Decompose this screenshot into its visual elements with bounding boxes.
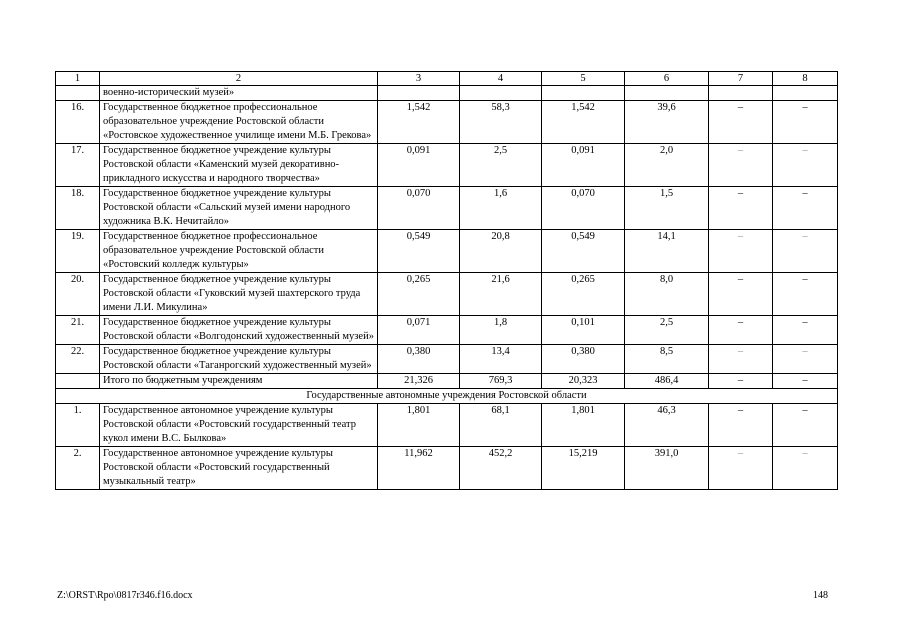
value-cell-c5: 15,219 [542,447,625,490]
institution-name-cell: Государственное бюджетное профессиональное образовательное учреждение Ростовской области «Ростовское художественное училище имени М.Б. Грекова» [100,101,378,144]
total-value-c4: 769,3 [460,374,542,389]
value-cell-c3: 0,091 [378,144,460,187]
value-cell-c7: – [709,316,773,345]
value-cell-c4: 2,5 [460,144,542,187]
table-row [56,187,838,230]
row-number-cell: 17. [56,144,100,187]
total-row [56,374,838,389]
value-cell-c3: 0,071 [378,316,460,345]
total-value-c8: – [773,374,838,389]
row-number-cell: 21. [56,316,100,345]
data-table [55,71,838,490]
value-cell-c8: – [773,144,838,187]
value-cell-c6: 14,1 [625,230,709,273]
value-cell-c3: 1,801 [378,404,460,447]
institution-name-cell: Государственное автономное учреждение культуры Ростовской области «Ростовский государственный музыкальный театр» [100,447,378,490]
total-value-c3: 21,326 [378,374,460,389]
table-row [56,447,838,490]
table-row [56,144,838,187]
institution-name-cell: Государственное бюджетное учреждение культуры Ростовской области «Волгодонский художественный музей» [100,316,378,345]
row-number-cell: 22. [56,345,100,374]
row-number-cell: 19. [56,230,100,273]
table-header-row [56,72,838,86]
value-cell-c4: 452,2 [460,447,542,490]
value-cell-c3: 0,549 [378,230,460,273]
institution-name-cell: Государственное автономное учреждение культуры Ростовской области «Ростовский государственный театр кукол имени В.С. Былкова» [100,404,378,447]
value-cell-c4: 1,6 [460,187,542,230]
section-title: Государственные автономные учреждения Ростовской области [56,389,838,404]
value-cell-c7: – [709,273,773,316]
header-cell: 6 [625,72,709,86]
value-cell-c7: – [709,101,773,144]
header-cell: 1 [56,72,100,86]
value-cell-c7: – [709,187,773,230]
table-row [56,273,838,316]
value-cell-c5: 1,542 [542,101,625,144]
header-cell: 7 [709,72,773,86]
value-cell-c6: 1,5 [625,187,709,230]
table-row [56,404,838,447]
institution-name-cell: Государственное бюджетное учреждение культуры Ростовской области «Таганрогский художественный музей» [100,345,378,374]
institution-name-cell: Государственное бюджетное профессиональное образовательное учреждение Ростовской области «Ростовский колледж культуры» [100,230,378,273]
value-cell-c3: 0,380 [378,345,460,374]
value-cell-c8: – [773,273,838,316]
row-number-cell: 16. [56,101,100,144]
value-cell-c8: – [773,345,838,374]
row-number-cell: 2. [56,447,100,490]
value-cell-c6: 8,0 [625,273,709,316]
section-header-row [56,389,838,404]
table-row [56,316,838,345]
value-cell-c5: 0,091 [542,144,625,187]
empty-cell [56,374,100,389]
footer-file-path: Z:\ORST\Rpo\0817r346.f16.docx [57,590,193,601]
header-cell: 2 [100,72,378,86]
institution-name-cell: Государственное бюджетное учреждение культуры Ростовской области «Каменский музей декоративно-прикладного искусства и народного творчества» [100,144,378,187]
value-cell-c3: 1,542 [378,101,460,144]
total-value-c5: 20,323 [542,374,625,389]
value-cell-c6: 2,0 [625,144,709,187]
value-cell-c5: 0,070 [542,187,625,230]
value-cell-c7: – [709,404,773,447]
value-cell-c8: – [773,101,838,144]
total-value-c7: – [709,374,773,389]
value-cell-c7: – [709,447,773,490]
row-number-cell: 1. [56,404,100,447]
value-cell-c8: – [773,316,838,345]
value-cell-c5: 0,101 [542,316,625,345]
value-cell-c8: – [773,404,838,447]
value-cell-c6: 46,3 [625,404,709,447]
value-cell-c7: – [709,230,773,273]
value-cell-c7: – [709,144,773,187]
value-cell-c6: 2,5 [625,316,709,345]
value-cell-c3: 11,962 [378,447,460,490]
value-cell-c4: 1,8 [460,316,542,345]
value-cell-c4: 21,6 [460,273,542,316]
table-row [56,345,838,374]
continuation-row [56,86,838,101]
value-cell-c5: 0,380 [542,345,625,374]
total-value-c6: 486,4 [625,374,709,389]
value-cell-c6: 39,6 [625,101,709,144]
value-cell-c5: 1,801 [542,404,625,447]
value-cell-c8: – [773,447,838,490]
value-cell-c4: 13,4 [460,345,542,374]
header-cell: 8 [773,72,838,86]
institution-name-cell: Государственное бюджетное учреждение культуры Ростовской области «Сальский музей имени народного художника В.К. Нечитайло» [100,187,378,230]
header-cell: 3 [378,72,460,86]
value-cell-c4: 20,8 [460,230,542,273]
row-number-cell: 18. [56,187,100,230]
value-cell-c3: 0,070 [378,187,460,230]
table-row [56,230,838,273]
value-cell-c6: 391,0 [625,447,709,490]
header-cell: 5 [542,72,625,86]
page-number: 148 [813,590,828,601]
value-cell-c7: – [709,345,773,374]
institution-name-cell: Государственное бюджетное учреждение культуры Ростовской области «Гуковский музей шахтерского труда имени Л.И. Микулина» [100,273,378,316]
value-cell-c8: – [773,230,838,273]
table-row [56,101,838,144]
value-cell-c4: 58,3 [460,101,542,144]
value-cell-c6: 8,5 [625,345,709,374]
row-number-cell: 20. [56,273,100,316]
value-cell-c4: 68,1 [460,404,542,447]
header-cell: 4 [460,72,542,86]
total-label-cell: Итого по бюджетным учреждениям [100,374,378,389]
value-cell-c5: 0,265 [542,273,625,316]
institution-name-cell: военно-исторический музей» [100,86,378,101]
value-cell-c8: – [773,187,838,230]
value-cell-c3: 0,265 [378,273,460,316]
value-cell-c5: 0,549 [542,230,625,273]
